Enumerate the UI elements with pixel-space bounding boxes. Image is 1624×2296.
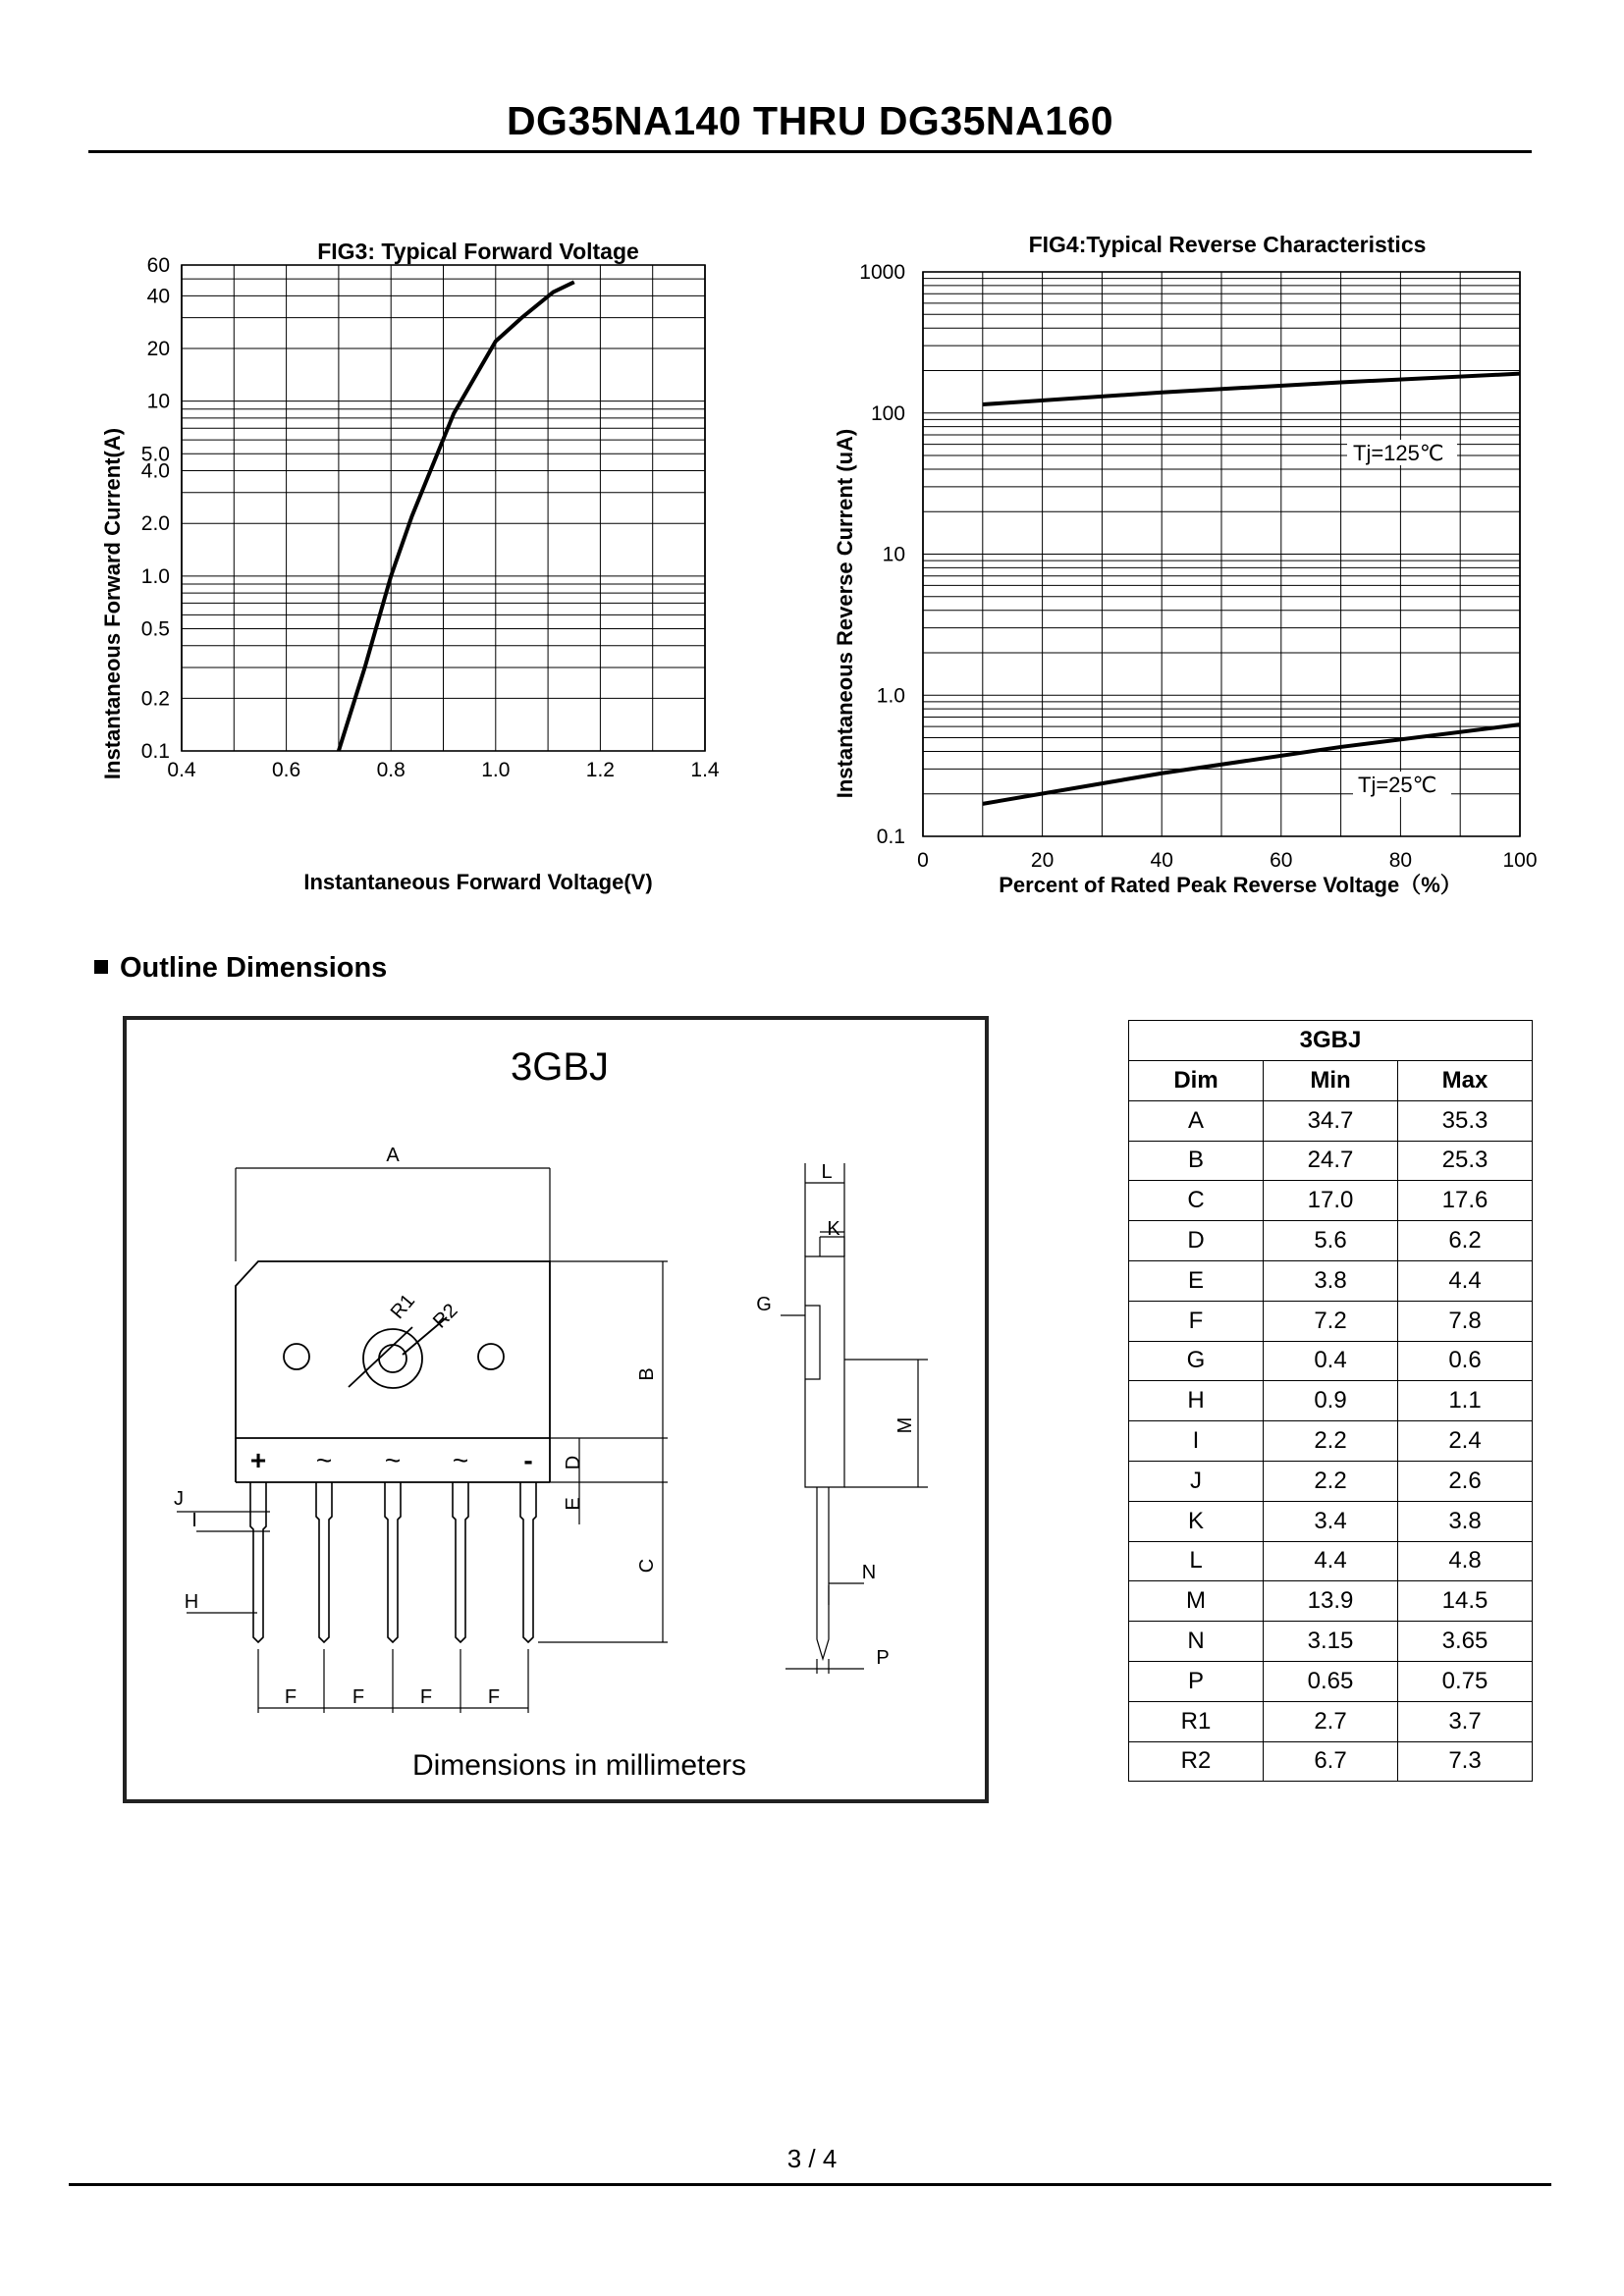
table-cell: 0.65 bbox=[1264, 1661, 1398, 1701]
fig3-grid bbox=[182, 265, 705, 751]
square-bullet-icon bbox=[94, 960, 108, 974]
fig4-annotation-125c: Tj=125℃ bbox=[1353, 441, 1444, 465]
pin-symbol-minus: - bbox=[523, 1445, 533, 1475]
fig3-y-tick-labels bbox=[141, 254, 170, 763]
footer-divider bbox=[69, 2183, 1551, 2186]
dim-label-n: N bbox=[861, 1562, 877, 1583]
table-cell: C bbox=[1129, 1181, 1264, 1221]
table-cell: G bbox=[1129, 1341, 1264, 1381]
table-cell: 2.2 bbox=[1264, 1421, 1398, 1462]
table-cell: F bbox=[1129, 1301, 1264, 1341]
table-cell: 2.4 bbox=[1398, 1421, 1533, 1462]
table-cell: 17.0 bbox=[1264, 1181, 1398, 1221]
fig4-chart bbox=[825, 221, 1551, 913]
fig3-y-tick-label: 5.0 bbox=[140, 443, 170, 466]
table-cell: 7.3 bbox=[1398, 1741, 1533, 1782]
dim-label-d: D bbox=[563, 1455, 584, 1470]
table-cell: 14.5 bbox=[1398, 1581, 1533, 1622]
fig3-y-tick-label: 10 bbox=[146, 390, 170, 413]
table-cell: A bbox=[1129, 1100, 1264, 1141]
table-cell: P bbox=[1129, 1661, 1264, 1701]
table-cell: 6.7 bbox=[1264, 1741, 1398, 1782]
dim-label-r1: R1 bbox=[386, 1290, 420, 1324]
table-cell: 35.3 bbox=[1398, 1100, 1533, 1141]
table-cell: L bbox=[1129, 1541, 1264, 1581]
table-cell: 7.2 bbox=[1264, 1301, 1398, 1341]
fig3-x-tick-label: 1.2 bbox=[585, 759, 616, 781]
table-cell: 17.6 bbox=[1398, 1181, 1533, 1221]
table-header-dim: Dim bbox=[1129, 1061, 1264, 1101]
pin-symbol-ac1: ~ bbox=[315, 1445, 333, 1475]
table-cell: I bbox=[1129, 1421, 1264, 1462]
table-cell: K bbox=[1129, 1501, 1264, 1541]
table-row bbox=[1129, 1581, 1533, 1622]
fig4-x-tick-label: 80 bbox=[1388, 849, 1413, 872]
pin-symbols bbox=[250, 1445, 533, 1475]
fig4-y-tick-label: 100 bbox=[870, 401, 905, 425]
table-row bbox=[1129, 1501, 1533, 1541]
table-row bbox=[1129, 1701, 1533, 1741]
table-row bbox=[1129, 1341, 1533, 1381]
fig3-y-tick-label: 4.0 bbox=[140, 459, 170, 483]
fig4-annotation-25c: Tj=25℃ bbox=[1358, 773, 1437, 797]
fig4-title: FIG4:Typical Reverse Characteristics bbox=[1028, 232, 1427, 257]
table-cell: J bbox=[1129, 1461, 1264, 1501]
fig4-x-tick-label: 60 bbox=[1270, 849, 1293, 872]
fig3-x-tick-label: 0.8 bbox=[376, 759, 406, 781]
table-cell: R2 bbox=[1129, 1741, 1264, 1782]
dim-label-c: C bbox=[636, 1558, 658, 1574]
package-leads bbox=[250, 1482, 536, 1642]
table-cell: 5.6 bbox=[1264, 1221, 1398, 1261]
dim-label-r2: R2 bbox=[428, 1299, 462, 1333]
table-cell: 0.6 bbox=[1398, 1341, 1533, 1381]
section-heading bbox=[94, 952, 387, 985]
table-cell: 2.7 bbox=[1264, 1701, 1398, 1741]
dim-label-i: I bbox=[191, 1510, 197, 1531]
table-row bbox=[1129, 1181, 1533, 1221]
fig3-x-tick-label: 0.6 bbox=[271, 759, 301, 781]
fig3-x-tick-label: 1.0 bbox=[481, 759, 511, 781]
table-row bbox=[1129, 1421, 1533, 1462]
table-cell: 25.3 bbox=[1398, 1141, 1533, 1181]
fig3-y-tick-label: 2.0 bbox=[140, 512, 170, 536]
fig3-y-tick-label: 40 bbox=[146, 285, 170, 308]
table-cell: 24.7 bbox=[1264, 1141, 1398, 1181]
fig4-x-tick-label: 20 bbox=[1030, 849, 1055, 872]
dimension-table bbox=[1128, 1020, 1533, 1782]
table-cell: 3.8 bbox=[1398, 1501, 1533, 1541]
table-cell: 0.75 bbox=[1398, 1661, 1533, 1701]
table-row bbox=[1129, 1741, 1533, 1782]
fig3-y-tick-label: 20 bbox=[146, 338, 170, 361]
table-row bbox=[1129, 1541, 1533, 1581]
table-cell: 34.7 bbox=[1264, 1100, 1398, 1141]
table-cell: 7.8 bbox=[1398, 1301, 1533, 1341]
table-cell: E bbox=[1129, 1260, 1264, 1301]
table-row bbox=[1129, 1141, 1533, 1181]
dimension-table-body bbox=[1129, 1100, 1533, 1782]
dim-label-f1: F bbox=[284, 1686, 298, 1708]
fig4-y-tick-labels bbox=[859, 261, 905, 848]
table-cell: 13.9 bbox=[1264, 1581, 1398, 1622]
pin-symbol-ac3: ~ bbox=[452, 1445, 469, 1475]
fig4-x-tick-label: 0 bbox=[917, 849, 929, 872]
fig4-series-line-125c bbox=[983, 374, 1520, 404]
table-cell: 0.9 bbox=[1264, 1381, 1398, 1421]
fig4-x-tick-labels bbox=[917, 849, 1537, 872]
dim-label-m: M bbox=[894, 1416, 916, 1434]
section-heading-text: Outline Dimensions bbox=[120, 952, 388, 984]
dim-label-f4: F bbox=[487, 1686, 501, 1708]
table-cell: 4.4 bbox=[1264, 1541, 1398, 1581]
fig4-x-tick-label: 40 bbox=[1150, 849, 1173, 872]
table-row bbox=[1129, 1622, 1533, 1662]
table-header-min: Min bbox=[1264, 1061, 1398, 1101]
fig3-x-tick-label: 1.4 bbox=[690, 759, 720, 781]
fig3-y-tick-label: 0.1 bbox=[140, 740, 170, 763]
fig3-series-line bbox=[339, 282, 574, 751]
table-cell: 3.7 bbox=[1398, 1701, 1533, 1741]
fig4-grid bbox=[923, 272, 1520, 836]
fig3-x-tick-labels bbox=[167, 759, 720, 781]
fig3-y-tick-label: 60 bbox=[146, 254, 170, 277]
dim-label-f2: F bbox=[352, 1686, 365, 1708]
fig4-y-tick-label: 1.0 bbox=[876, 684, 905, 708]
fig4-x-tick-label: 100 bbox=[1502, 849, 1538, 872]
table-cell: B bbox=[1129, 1141, 1264, 1181]
table-cell: 4.8 bbox=[1398, 1541, 1533, 1581]
package-name-label: 3GBJ bbox=[510, 1045, 610, 1089]
table-header-max: Max bbox=[1398, 1061, 1533, 1101]
table-cell: 1.1 bbox=[1398, 1381, 1533, 1421]
dim-label-p: P bbox=[876, 1647, 890, 1669]
dim-label-k: K bbox=[827, 1218, 840, 1240]
page-title: DG35NA140 THRU DG35NA160 bbox=[506, 98, 1114, 143]
table-row bbox=[1129, 1260, 1533, 1301]
table-cell: 3.65 bbox=[1398, 1622, 1533, 1662]
fig3-title: FIG3: Typical Forward Voltage bbox=[317, 239, 639, 264]
page-number: 3 / 4 bbox=[786, 2144, 838, 2173]
pin-symbol-plus: + bbox=[249, 1445, 267, 1475]
table-cell: 6.2 bbox=[1398, 1221, 1533, 1261]
table-cell: 3.15 bbox=[1264, 1622, 1398, 1662]
table-row bbox=[1129, 1381, 1533, 1421]
fig3-y-axis-label: Instantaneous Forward Current(A) bbox=[100, 427, 125, 780]
fig4-x-axis-label: Percent of Rated Peak Reverse Voltage（%） bbox=[999, 873, 1462, 897]
table-package-header: 3GBJ bbox=[1129, 1021, 1533, 1061]
dim-label-e: E bbox=[563, 1497, 584, 1511]
fig4-y-tick-label: 10 bbox=[882, 543, 905, 566]
fig4-y-tick-label: 1000 bbox=[859, 261, 905, 284]
table-row bbox=[1129, 1221, 1533, 1261]
table-cell: 2.6 bbox=[1398, 1461, 1533, 1501]
fig3-y-tick-label: 0.5 bbox=[140, 617, 170, 641]
fig3-chart bbox=[98, 226, 805, 913]
fig4-y-axis-label: Instantaneous Reverse Current (uA) bbox=[833, 428, 857, 799]
table-cell: M bbox=[1129, 1581, 1264, 1622]
dim-label-l: L bbox=[821, 1161, 833, 1183]
fig3-y-tick-label: 0.2 bbox=[140, 687, 170, 711]
table-cell: D bbox=[1129, 1221, 1264, 1261]
dim-label-a: A bbox=[386, 1145, 400, 1166]
table-row bbox=[1129, 1301, 1533, 1341]
table-cell: H bbox=[1129, 1381, 1264, 1421]
table-cell: 4.4 bbox=[1398, 1260, 1533, 1301]
fig3-y-tick-label: 1.0 bbox=[140, 564, 170, 588]
table-cell: R1 bbox=[1129, 1701, 1264, 1741]
fig4-y-tick-label: 0.1 bbox=[876, 826, 905, 848]
table-row bbox=[1129, 1461, 1533, 1501]
fig3-x-axis-label: Instantaneous Forward Voltage(V) bbox=[303, 870, 653, 894]
dim-label-f3: F bbox=[419, 1686, 433, 1708]
fig3-x-tick-label: 0.4 bbox=[167, 759, 196, 781]
dim-label-h: H bbox=[184, 1591, 199, 1613]
table-cell: N bbox=[1129, 1622, 1264, 1662]
dim-label-j: J bbox=[174, 1488, 184, 1510]
table-row bbox=[1129, 1100, 1533, 1141]
table-row bbox=[1129, 1661, 1533, 1701]
table-cell: 3.4 bbox=[1264, 1501, 1398, 1541]
drawing-caption: Dimensions in millimeters bbox=[411, 1749, 747, 1782]
table-cell: 0.4 bbox=[1264, 1341, 1398, 1381]
title-divider bbox=[88, 150, 1532, 153]
outline-drawing bbox=[123, 1016, 989, 1803]
pin-symbol-ac2: ~ bbox=[384, 1445, 402, 1475]
dim-label-b: B bbox=[636, 1367, 658, 1381]
table-cell: 3.8 bbox=[1264, 1260, 1398, 1301]
table-cell: 2.2 bbox=[1264, 1461, 1398, 1501]
dim-label-g: G bbox=[756, 1294, 772, 1315]
